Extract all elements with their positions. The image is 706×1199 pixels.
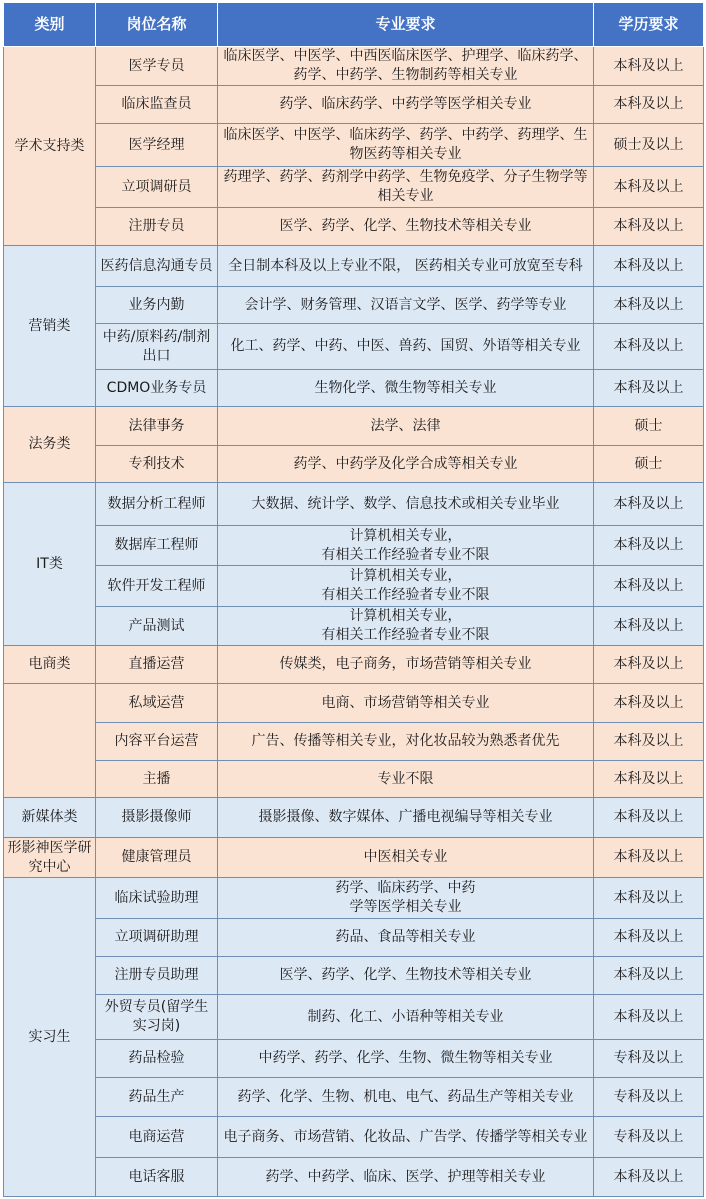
education-cell: 本科及以上 — [594, 526, 704, 566]
table-row — [4, 370, 704, 407]
table-row — [4, 878, 704, 919]
education-cell: 本科及以上 — [594, 838, 704, 878]
table-row — [4, 407, 704, 446]
position-cell: 电商运营 — [96, 1117, 218, 1158]
education-cell: 专科及以上 — [594, 1040, 704, 1078]
position-cell: CDMO业务专员 — [96, 370, 218, 407]
education-cell: 本科及以上 — [594, 878, 704, 919]
position-cell: 临床监查员 — [96, 86, 218, 124]
education-cell: 本科及以上 — [594, 167, 704, 208]
major-cell: 医学、药学、化学、生物技术等相关专业 — [218, 957, 594, 995]
major-cell: 计算机相关专业， 有相关工作经验者专业不限 — [218, 526, 594, 566]
education-cell: 本科及以上 — [594, 919, 704, 957]
category-cell: IT类 — [4, 483, 96, 646]
table-row — [4, 167, 704, 208]
education-cell: 本科及以上 — [594, 646, 704, 684]
major-cell: 临床医学、中医学、中西医临床医学、护理学、临床药学、药学、中药学、生物制药等相关专业 — [218, 47, 594, 86]
category-cell: 法务类 — [4, 407, 96, 483]
education-cell: 硕士 — [594, 446, 704, 483]
position-cell: 健康管理员 — [96, 838, 218, 878]
position-cell: 中药/原料药/制剂出口 — [96, 324, 218, 370]
major-cell: 中药学、药学、化学、生物、微生物等相关专业 — [218, 1040, 594, 1078]
position-cell: 医学专员 — [96, 47, 218, 86]
major-cell: 生物化学、微生物等相关专业 — [218, 370, 594, 407]
education-cell: 硕士 — [594, 407, 704, 446]
major-cell: 法学、法律 — [218, 407, 594, 446]
major-cell: 全日制本科及以上专业不限， 医药相关专业可放宽至专科 — [218, 246, 594, 287]
header-major: 专业要求 — [218, 3, 594, 47]
education-cell: 本科及以上 — [594, 1158, 704, 1197]
major-cell: 传媒类，电子商务，市场营销等相关专业 — [218, 646, 594, 684]
table-row — [4, 208, 704, 246]
table-row — [4, 124, 704, 167]
major-cell: 广告、传播等相关专业，对化妆品较为熟悉者优先 — [218, 723, 594, 761]
table-row — [4, 566, 704, 607]
table-row — [4, 607, 704, 646]
major-cell: 计算机相关专业， 有相关工作经验者专业不限 — [218, 566, 594, 607]
major-cell: 药学、化学、生物、机电、电气、药品生产等相关专业 — [218, 1078, 594, 1117]
education-cell: 本科及以上 — [594, 324, 704, 370]
table-row — [4, 995, 704, 1040]
position-cell: 软件开发工程师 — [96, 566, 218, 607]
education-cell: 本科及以上 — [594, 566, 704, 607]
position-cell: 外贸专员(留学生实习岗) — [96, 995, 218, 1040]
major-cell: 电商、市场营销等相关专业 — [218, 684, 594, 723]
table-row — [4, 957, 704, 995]
education-cell: 本科及以上 — [594, 761, 704, 798]
education-cell: 专科及以上 — [594, 1078, 704, 1117]
major-cell: 药品、食品等相关专业 — [218, 919, 594, 957]
education-cell: 本科及以上 — [594, 86, 704, 124]
table-row — [4, 47, 704, 86]
position-cell: 立项调研员 — [96, 167, 218, 208]
position-cell: 摄影摄像师 — [96, 798, 218, 838]
position-cell: 立项调研助理 — [96, 919, 218, 957]
education-cell: 本科及以上 — [594, 684, 704, 723]
major-cell: 临床医学、中医学、临床药学、药学、中药学、药理学、生物医药等相关专业 — [218, 124, 594, 167]
header-education: 学历要求 — [594, 3, 704, 47]
table-row — [4, 798, 704, 838]
major-cell: 药学、临床药学、中药 学等医学相关专业 — [218, 878, 594, 919]
education-cell: 本科及以上 — [594, 287, 704, 324]
education-cell: 本科及以上 — [594, 798, 704, 838]
major-cell: 计算机相关专业， 有相关工作经验者专业不限 — [218, 607, 594, 646]
education-cell: 本科及以上 — [594, 995, 704, 1040]
category-cell: 学术支持类 — [4, 47, 96, 246]
position-cell: 内容平台运营 — [96, 723, 218, 761]
table-row — [4, 761, 704, 798]
position-cell: 法律事务 — [96, 407, 218, 446]
table-row — [4, 1158, 704, 1197]
major-cell: 制药、化工、小语种等相关专业 — [218, 995, 594, 1040]
major-cell: 电子商务、市场营销、化妆品、广告学、传播学等相关专业 — [218, 1117, 594, 1158]
table-row — [4, 446, 704, 483]
table-row — [4, 324, 704, 370]
position-cell: 主播 — [96, 761, 218, 798]
education-cell: 本科及以上 — [594, 483, 704, 526]
position-cell: 电话客服 — [96, 1158, 218, 1197]
education-cell: 本科及以上 — [594, 723, 704, 761]
major-cell: 化工、药学、中药、中医、兽药、国贸、外语等相关专业 — [218, 324, 594, 370]
table-row — [4, 246, 704, 287]
position-cell: 数据库工程师 — [96, 526, 218, 566]
category-cell: 电商类 — [4, 646, 96, 684]
position-cell: 业务内勤 — [96, 287, 218, 324]
table-row — [4, 684, 704, 723]
education-cell: 专科及以上 — [594, 1117, 704, 1158]
table-row — [4, 526, 704, 566]
position-cell: 直播运营 — [96, 646, 218, 684]
major-cell: 中医相关专业 — [218, 838, 594, 878]
education-cell: 本科及以上 — [594, 246, 704, 287]
category-cell: 营销类 — [4, 246, 96, 407]
table-row — [4, 1078, 704, 1117]
position-cell: 注册专员 — [96, 208, 218, 246]
education-cell: 硕士及以上 — [594, 124, 704, 167]
major-cell: 医学、药学、化学、生物技术等相关专业 — [218, 208, 594, 246]
major-cell: 大数据、统计学、数学、信息技术或相关专业毕业 — [218, 483, 594, 526]
position-cell: 产品测试 — [96, 607, 218, 646]
table-row — [4, 646, 704, 684]
position-cell: 医药信息沟通专员 — [96, 246, 218, 287]
table-body — [4, 47, 704, 1197]
position-cell: 数据分析工程师 — [96, 483, 218, 526]
table-row — [4, 483, 704, 526]
category-cell: 新媒体类 — [4, 798, 96, 838]
header-category: 类别 — [4, 3, 96, 47]
table-row — [4, 1117, 704, 1158]
major-cell: 药学、中药学及化学合成等相关专业 — [218, 446, 594, 483]
major-cell: 药学、中药学、临床、医学、护理等相关专业 — [218, 1158, 594, 1197]
position-cell: 临床试验助理 — [96, 878, 218, 919]
recruitment-table — [3, 2, 704, 1197]
position-cell: 专利技术 — [96, 446, 218, 483]
table-row — [4, 723, 704, 761]
education-cell: 本科及以上 — [594, 47, 704, 86]
education-cell: 本科及以上 — [594, 370, 704, 407]
major-cell: 药理学、药学、药剂学中药学、生物免疫学、分子生物学等相关专业 — [218, 167, 594, 208]
position-cell: 注册专员助理 — [96, 957, 218, 995]
header-row — [4, 3, 704, 47]
category-cell: 实习生 — [4, 878, 96, 1197]
position-cell: 药品生产 — [96, 1078, 218, 1117]
position-cell: 医学经理 — [96, 124, 218, 167]
major-cell: 专业不限 — [218, 761, 594, 798]
table-row — [4, 919, 704, 957]
major-cell: 会计学、财务管理、汉语言文学、医学、药学等专业 — [218, 287, 594, 324]
table-row — [4, 1040, 704, 1078]
education-cell: 本科及以上 — [594, 957, 704, 995]
table-row — [4, 86, 704, 124]
category-cell — [4, 684, 96, 798]
position-cell: 私域运营 — [96, 684, 218, 723]
major-cell: 摄影摄像、数字媒体、广播电视编导等相关专业 — [218, 798, 594, 838]
table-row — [4, 287, 704, 324]
header-position: 岗位名称 — [96, 3, 218, 47]
position-cell: 药品检验 — [96, 1040, 218, 1078]
major-cell: 药学、临床药学、中药学等医学相关专业 — [218, 86, 594, 124]
education-cell: 本科及以上 — [594, 607, 704, 646]
education-cell: 本科及以上 — [594, 208, 704, 246]
table-row — [4, 838, 704, 878]
category-cell: 形影神医学研究中心 — [4, 838, 96, 878]
